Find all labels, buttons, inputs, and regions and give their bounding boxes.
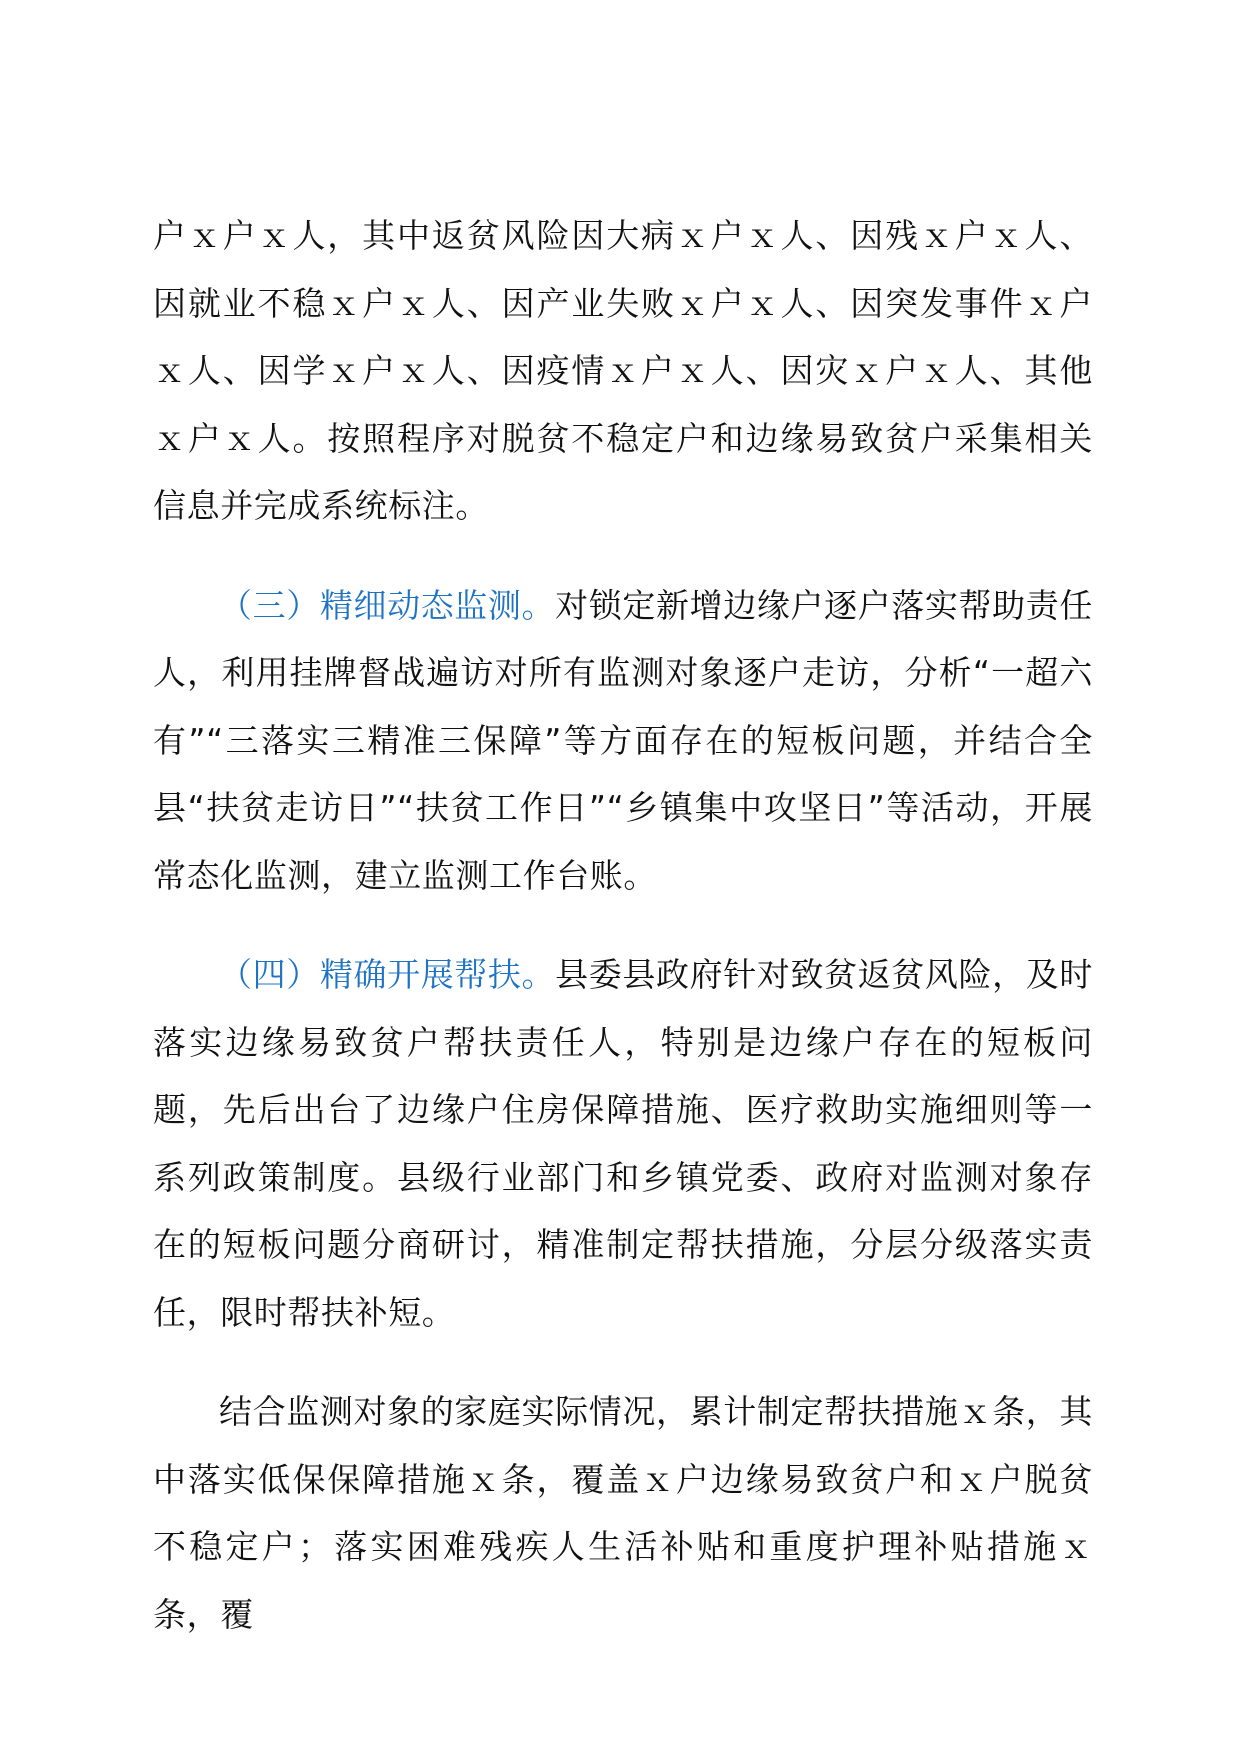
- paragraph-section-three: [153, 572, 1093, 910]
- paragraph-2-text: 对锁定新增边缘户逐户落实帮助责任人，利用挂牌督战遍访对所有监测对象逐户走访，分析“一超六有”“三落实三精准三保障”等方面存在的短板问题，并结合全县“扶贫走访日”“扶贫工作日”“乡镇集中攻坚日”等活动，开展常态化监测，建立监测工作台账。: [153, 585, 1093, 895]
- section-heading-three: （三）精细动态监测。: [219, 585, 556, 625]
- paragraph-continued: [153, 202, 1093, 540]
- document-body: [153, 202, 1093, 1648]
- section-heading-four: （四）精确开展帮扶。: [219, 955, 556, 994]
- paragraph-4-text: 结合监测对象的家庭实际情况，累计制定帮扶措施ｘ条，其中落实低保保障措施ｘ条，覆盖ｘ户边缘易致贫户和ｘ户脱贫不稳定户；落实困难残疾人生活补贴和重度护理补贴措施ｘ条，覆: [153, 1392, 1093, 1634]
- paragraph-section-four: [153, 941, 1093, 1346]
- paragraph-measures: [153, 1378, 1093, 1648]
- paragraph-1-text: 户ｘ户ｘ人，其中返贫风险因大病ｘ户ｘ人、因残ｘ户ｘ人、因就业不稳ｘ户ｘ人、因产业失败ｘ户ｘ人、因突发事件ｘ户ｘ人、因学ｘ户ｘ人、因疫情ｘ户ｘ人、因灾ｘ户ｘ人、其他ｘ户ｘ人。按照程序对脱贫不稳定户和边缘易致贫户采集相关信息并完成系统标注。: [153, 216, 1093, 525]
- paragraph-3-text: 县委县政府针对致贫返贫风险，及时落实边缘易致贫户帮扶责任人，特别是边缘户存在的短板问题，先后出台了边缘户住房保障措施、医疗救助实施细则等一系列政策制度。县级行业部门和乡镇党委、政府对监测对象存在的短板问题分商研讨，精准制定帮扶措施，分层分级落实责任，限时帮扶补短。: [153, 955, 1093, 1332]
